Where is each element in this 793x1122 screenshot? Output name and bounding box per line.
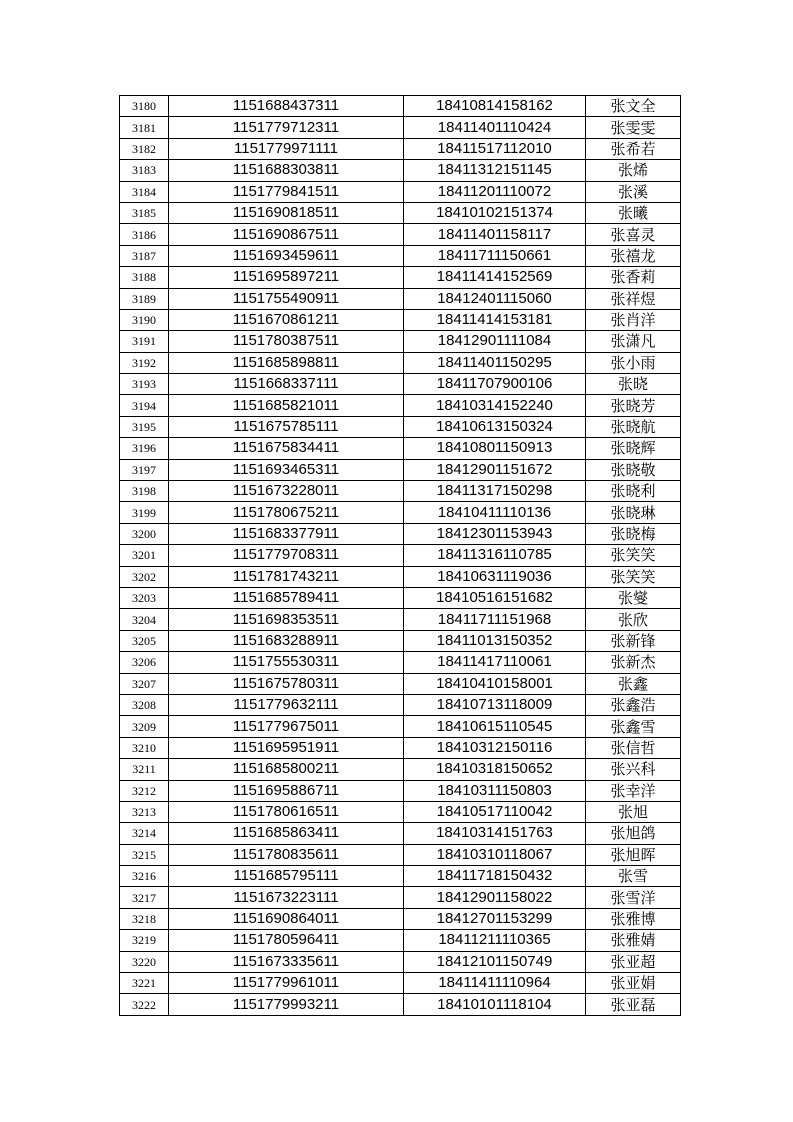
table-row [120,908,681,929]
table-row [120,438,681,459]
name-cell: 张曦 [586,202,681,223]
table-row [120,202,681,223]
name-cell: 张笑笑 [586,566,681,587]
primary-id-cell: 1151690864011 [169,908,404,929]
name-cell: 张旭鸽 [586,823,681,844]
row-number-cell: 3216 [120,866,169,887]
row-number-cell: 3182 [120,138,169,159]
name-cell: 张鑫浩 [586,694,681,715]
name-cell: 张晓辉 [586,438,681,459]
row-number-cell: 3195 [120,416,169,437]
primary-id-cell: 1151685800211 [169,759,404,780]
row-number-cell: 3217 [120,887,169,908]
row-number-cell: 3194 [120,395,169,416]
secondary-id-cell: 18412401115060 [404,288,586,309]
name-cell: 张希若 [586,138,681,159]
primary-id-cell: 1151779841511 [169,181,404,202]
row-number-cell: 3210 [120,737,169,758]
primary-id-cell: 1151779712311 [169,117,404,138]
secondary-id-cell: 18410312150116 [404,737,586,758]
secondary-id-cell: 18410631119036 [404,566,586,587]
primary-id-cell: 1151755530311 [169,652,404,673]
name-cell: 张新杰 [586,652,681,673]
name-cell: 张新锋 [586,630,681,651]
primary-id-cell: 1151688437311 [169,96,404,117]
secondary-id-cell: 18410517110042 [404,801,586,822]
secondary-id-cell: 18410713118009 [404,694,586,715]
table-row [120,566,681,587]
table-row [120,887,681,908]
name-cell: 张文全 [586,96,681,117]
name-cell: 张肖洋 [586,309,681,330]
secondary-id-cell: 18410310118067 [404,844,586,865]
table-row [120,630,681,651]
secondary-id-cell: 18411013150352 [404,630,586,651]
table-row [120,416,681,437]
table-row [120,994,681,1015]
table-row [120,288,681,309]
primary-id-cell: 1151685863411 [169,823,404,844]
primary-id-cell: 1151685898811 [169,352,404,373]
primary-id-cell: 1151688303811 [169,160,404,181]
primary-id-cell: 1151670861211 [169,309,404,330]
row-number-cell: 3185 [120,202,169,223]
secondary-id-cell: 18410318150652 [404,759,586,780]
secondary-id-cell: 18410814158162 [404,96,586,117]
row-number-cell: 3196 [120,438,169,459]
primary-id-cell: 1151779708311 [169,545,404,566]
primary-id-cell: 1151675785111 [169,416,404,437]
table-row [120,481,681,502]
primary-id-cell: 1151675780311 [169,673,404,694]
primary-id-cell: 1151779632111 [169,694,404,715]
primary-id-cell: 1151668337111 [169,374,404,395]
roster-table-body [120,96,681,1016]
name-cell: 张雪洋 [586,887,681,908]
name-cell: 张欣 [586,609,681,630]
secondary-id-cell: 18411411110964 [404,973,586,994]
secondary-id-cell: 18410516151682 [404,587,586,608]
secondary-id-cell: 18410101118104 [404,994,586,1015]
name-cell: 张雪 [586,866,681,887]
primary-id-cell: 1151685789411 [169,587,404,608]
table-row [120,224,681,245]
name-cell: 张亚娟 [586,973,681,994]
primary-id-cell: 1151698353511 [169,609,404,630]
name-cell: 张信哲 [586,737,681,758]
secondary-id-cell: 18412901151672 [404,459,586,480]
name-cell: 张晓敬 [586,459,681,480]
primary-id-cell: 1151690867511 [169,224,404,245]
name-cell: 张喜灵 [586,224,681,245]
name-cell: 张兴科 [586,759,681,780]
name-cell: 张晓琳 [586,502,681,523]
row-number-cell: 3219 [120,930,169,951]
secondary-id-cell: 18411414152569 [404,267,586,288]
row-number-cell: 3222 [120,994,169,1015]
table-row [120,395,681,416]
table-row [120,309,681,330]
secondary-id-cell: 18410311150803 [404,780,586,801]
name-cell: 张晓芳 [586,395,681,416]
table-row [120,245,681,266]
primary-id-cell: 1151780835611 [169,844,404,865]
secondary-id-cell: 18411312151145 [404,160,586,181]
table-row [120,673,681,694]
secondary-id-cell: 18411201110072 [404,181,586,202]
table-row [120,759,681,780]
primary-id-cell: 1151675834411 [169,438,404,459]
table-row [120,780,681,801]
row-number-cell: 3192 [120,352,169,373]
name-cell: 张禧龙 [586,245,681,266]
row-number-cell: 3215 [120,844,169,865]
secondary-id-cell: 18411707900106 [404,374,586,395]
row-number-cell: 3189 [120,288,169,309]
row-number-cell: 3181 [120,117,169,138]
table-row [120,609,681,630]
table-row [120,459,681,480]
secondary-id-cell: 18411401110424 [404,117,586,138]
row-number-cell: 3186 [120,224,169,245]
table-row [120,951,681,972]
secondary-id-cell: 18412901111084 [404,331,586,352]
row-number-cell: 3202 [120,566,169,587]
row-number-cell: 3206 [120,652,169,673]
secondary-id-cell: 18410613150324 [404,416,586,437]
name-cell: 张晓利 [586,481,681,502]
row-number-cell: 3214 [120,823,169,844]
secondary-id-cell: 18411401158117 [404,224,586,245]
table-row [120,545,681,566]
primary-id-cell: 1151780387511 [169,331,404,352]
row-number-cell: 3200 [120,523,169,544]
table-row [120,267,681,288]
primary-id-cell: 1151780675211 [169,502,404,523]
table-row [120,138,681,159]
table-row [120,844,681,865]
secondary-id-cell: 18411316110785 [404,545,586,566]
table-row [120,374,681,395]
primary-id-cell: 1151755490911 [169,288,404,309]
name-cell: 张幸洋 [586,780,681,801]
row-number-cell: 3218 [120,908,169,929]
name-cell: 张雅婧 [586,930,681,951]
primary-id-cell: 1151695897211 [169,267,404,288]
secondary-id-cell: 18410314151763 [404,823,586,844]
secondary-id-cell: 18411401150295 [404,352,586,373]
row-number-cell: 3190 [120,309,169,330]
name-cell: 张旭晖 [586,844,681,865]
table-row [120,737,681,758]
row-number-cell: 3187 [120,245,169,266]
table-row [120,866,681,887]
row-number-cell: 3209 [120,716,169,737]
name-cell: 张香莉 [586,267,681,288]
row-number-cell: 3180 [120,96,169,117]
table-row [120,801,681,822]
primary-id-cell: 1151673223111 [169,887,404,908]
row-number-cell: 3193 [120,374,169,395]
name-cell: 张小雨 [586,352,681,373]
secondary-id-cell: 18412701153299 [404,908,586,929]
name-cell: 张雯雯 [586,117,681,138]
table-row [120,96,681,117]
primary-id-cell: 1151779675011 [169,716,404,737]
table-row [120,587,681,608]
table-row [120,523,681,544]
secondary-id-cell: 18411711150661 [404,245,586,266]
table-row [120,352,681,373]
row-number-cell: 3191 [120,331,169,352]
primary-id-cell: 1151673228011 [169,481,404,502]
name-cell: 张旭 [586,801,681,822]
table-row [120,930,681,951]
name-cell: 张亚磊 [586,994,681,1015]
table-row [120,652,681,673]
secondary-id-cell: 18411718150432 [404,866,586,887]
name-cell: 张笑笑 [586,545,681,566]
name-cell: 张鑫雪 [586,716,681,737]
table-row [120,117,681,138]
table-row [120,716,681,737]
row-number-cell: 3183 [120,160,169,181]
row-number-cell: 3213 [120,801,169,822]
secondary-id-cell: 18412301153943 [404,523,586,544]
name-cell: 张鑫 [586,673,681,694]
primary-id-cell: 1151683288911 [169,630,404,651]
primary-id-cell: 1151780616511 [169,801,404,822]
primary-id-cell: 1151683377911 [169,523,404,544]
secondary-id-cell: 18410314152240 [404,395,586,416]
secondary-id-cell: 18411517112010 [404,138,586,159]
name-cell: 张晓 [586,374,681,395]
primary-id-cell: 1151781743211 [169,566,404,587]
secondary-id-cell: 18412901158022 [404,887,586,908]
name-cell: 张亚超 [586,951,681,972]
name-cell: 张溪 [586,181,681,202]
row-number-cell: 3220 [120,951,169,972]
name-cell: 张雅博 [586,908,681,929]
row-number-cell: 3207 [120,673,169,694]
roster-table [119,95,681,1016]
name-cell: 张晓梅 [586,523,681,544]
secondary-id-cell: 18412101150749 [404,951,586,972]
secondary-id-cell: 18411417110061 [404,652,586,673]
primary-id-cell: 1151695951911 [169,737,404,758]
row-number-cell: 3211 [120,759,169,780]
row-number-cell: 3197 [120,459,169,480]
primary-id-cell: 1151695886711 [169,780,404,801]
primary-id-cell: 1151779993211 [169,994,404,1015]
secondary-id-cell: 18411711151968 [404,609,586,630]
row-number-cell: 3221 [120,973,169,994]
secondary-id-cell: 18410102151374 [404,202,586,223]
row-number-cell: 3188 [120,267,169,288]
secondary-id-cell: 18411317150298 [404,481,586,502]
name-cell: 张烯 [586,160,681,181]
primary-id-cell: 1151690818511 [169,202,404,223]
name-cell: 张燮 [586,587,681,608]
primary-id-cell: 1151685821011 [169,395,404,416]
table-row [120,331,681,352]
row-number-cell: 3201 [120,545,169,566]
secondary-id-cell: 18411414153181 [404,309,586,330]
row-number-cell: 3203 [120,587,169,608]
name-cell: 张祥煜 [586,288,681,309]
secondary-id-cell: 18410615110545 [404,716,586,737]
secondary-id-cell: 18410411110136 [404,502,586,523]
secondary-id-cell: 18410410158001 [404,673,586,694]
secondary-id-cell: 18411211110365 [404,930,586,951]
table-row [120,502,681,523]
row-number-cell: 3204 [120,609,169,630]
primary-id-cell: 1151693459611 [169,245,404,266]
row-number-cell: 3212 [120,780,169,801]
row-number-cell: 3208 [120,694,169,715]
secondary-id-cell: 18410801150913 [404,438,586,459]
name-cell: 张潇凡 [586,331,681,352]
row-number-cell: 3199 [120,502,169,523]
table-row [120,823,681,844]
table-row [120,160,681,181]
primary-id-cell: 1151780596411 [169,930,404,951]
row-number-cell: 3198 [120,481,169,502]
row-number-cell: 3205 [120,630,169,651]
primary-id-cell: 1151673335611 [169,951,404,972]
table-row [120,694,681,715]
row-number-cell: 3184 [120,181,169,202]
primary-id-cell: 1151779971111 [169,138,404,159]
primary-id-cell: 1151693465311 [169,459,404,480]
table-row [120,181,681,202]
primary-id-cell: 1151685795111 [169,866,404,887]
table-row [120,973,681,994]
name-cell: 张晓航 [586,416,681,437]
primary-id-cell: 1151779961011 [169,973,404,994]
